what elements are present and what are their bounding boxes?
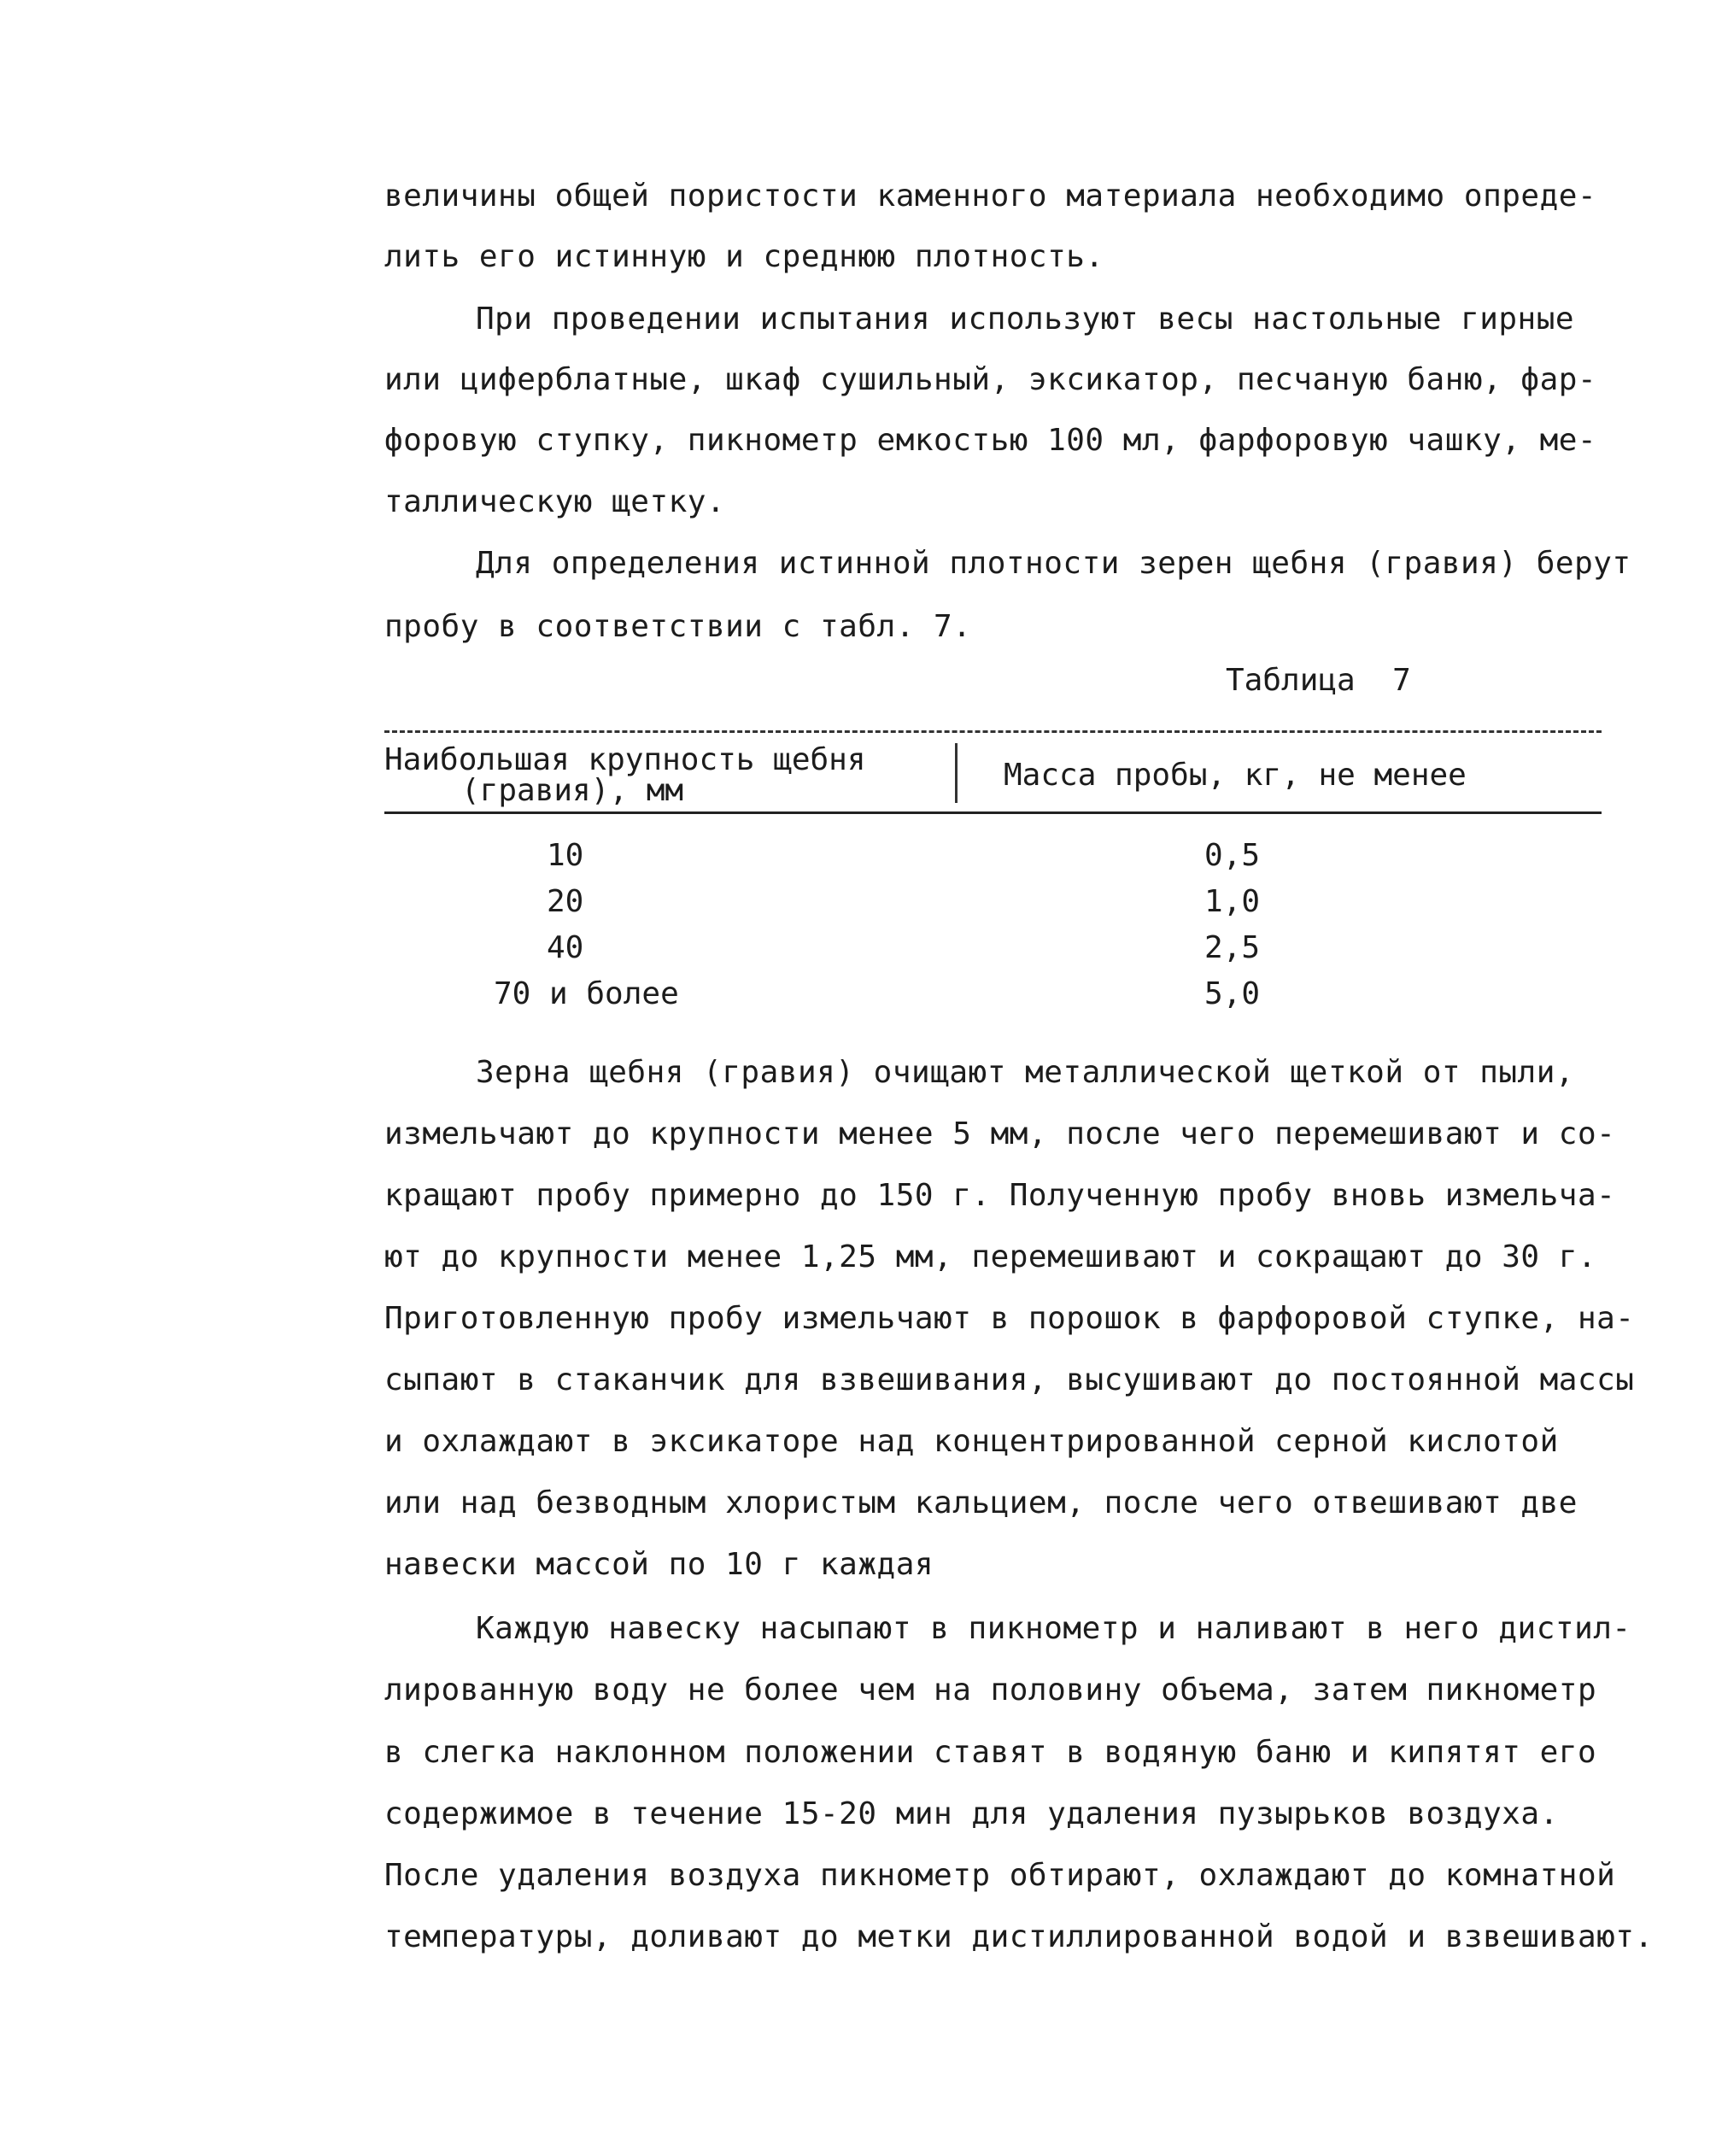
text-line: таллическую щетку. <box>384 484 726 519</box>
text-line: и охлаждают в эксикаторе над концентрированной серной кислотой <box>384 1424 1559 1459</box>
table-cell-mass: 1,0 <box>1204 884 1261 919</box>
text-line: в слегка наклонном положении ставят в водяную баню и кипятят его <box>384 1735 1597 1770</box>
text-line: ют до крупности менее 1,25 мм, перемешивают и сокращают до 30 г. <box>384 1239 1597 1274</box>
text-line: Зерна щебня (гравия) очищают металлической щеткой от пыли, <box>476 1055 1575 1090</box>
text-line: содержимое в течение 15-20 мин для удаления пузырьков воздуха. <box>384 1796 1559 1831</box>
table-header-rule <box>384 811 1602 814</box>
text-line: После удаления воздуха пикнометр обтирают, охлаждают до комнатной <box>384 1858 1616 1893</box>
text-line: или над безводным хлористым кальцием, после чего отвешивают две <box>384 1485 1578 1520</box>
table-column-divider <box>955 743 958 803</box>
text-line: измельчают до крупности менее 5 мм, после чего перемешивают и со- <box>384 1116 1616 1151</box>
table-top-rule <box>384 730 1602 733</box>
table-header-size-unit: (гравия), мм <box>461 773 684 808</box>
text-line: форовую ступку, пикнометр емкостью 100 мл, фарфоровую чашку, ме- <box>384 423 1597 458</box>
text-line: навески массой по 10 г каждая <box>384 1547 934 1582</box>
text-line: пробу в соответствии с табл. 7. <box>384 609 972 644</box>
text-line: лить его истинную и среднюю плотность. <box>384 239 1104 274</box>
table-title: Таблица 7 <box>1226 663 1411 698</box>
text-line: кращают пробу примерно до 150 г. Полученную пробу вновь измельча- <box>384 1178 1616 1213</box>
table-header-size: Наибольшая крупность щебня <box>384 742 866 777</box>
text-line: лированную воду не более чем на половину объема, затем пикнометр <box>384 1673 1597 1708</box>
text-line: Приготовленную пробу измельчают в порошок в фарфоровой ступке, на- <box>384 1301 1635 1336</box>
table-cell-size: 10 <box>547 838 584 873</box>
text-line: сыпают в стаканчик для взвешивания, высушивают до постоянной массы <box>384 1362 1635 1397</box>
text-line: При проведении испытания используют весы настольные гирные <box>476 302 1575 337</box>
table-cell-mass: 0,5 <box>1204 838 1261 873</box>
table-cell-size: 40 <box>547 930 584 965</box>
table-cell-mass: 2,5 <box>1204 930 1261 965</box>
table-cell-mass: 5,0 <box>1204 976 1261 1011</box>
text-line: величины общей пористости каменного материала необходимо опреде- <box>384 179 1597 214</box>
table-cell-size: 20 <box>547 884 584 919</box>
table-cell-size: 70 и более <box>494 976 679 1011</box>
table-header-mass: Масса пробы, кг, не менее <box>1004 758 1467 793</box>
text-line: Каждую навеску насыпают в пикнометр и наливают в него дистил- <box>476 1611 1631 1646</box>
text-line: Для определения истинной плотности зерен щебня (гравия) берут <box>476 546 1631 581</box>
text-line: или циферблатные, шкаф сушильный, эксикатор, песчаную баню, фар- <box>384 362 1597 397</box>
text-line: температуры, доливают до метки дистиллированной водой и взвешивают. <box>384 1919 1654 1954</box>
